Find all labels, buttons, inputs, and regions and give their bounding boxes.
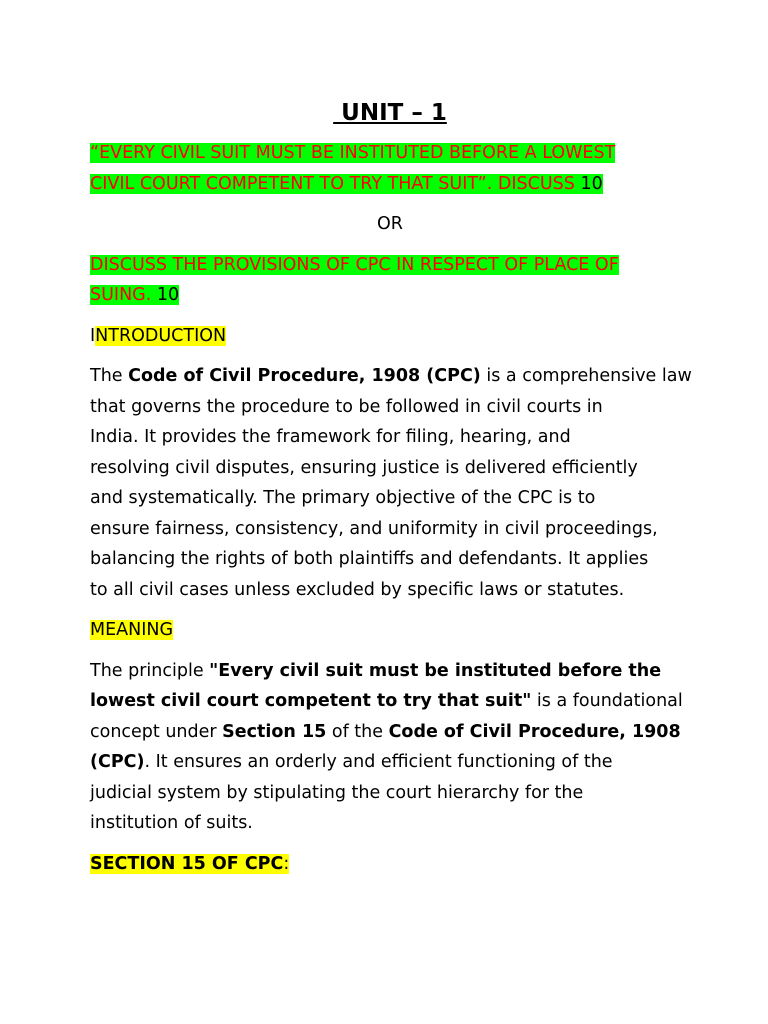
section-15-heading: SECTION 15 OF CPC:	[90, 853, 290, 874]
page-title: UNIT – 1	[333, 100, 447, 126]
meaning-line-3: concept under Section 15 of the Code of Civil Procedure, 1908	[90, 721, 681, 742]
intro-line-3: India. It provides the framework for filing, hearing, and	[90, 427, 571, 447]
meaning-line-6: institution of suits.	[90, 813, 253, 833]
question-2-marks: 10	[156, 285, 180, 305]
meaning-paragraph	[90, 656, 690, 839]
meaning-line-4: (CPC). It ensures an orderly and efficient functioning of the	[90, 752, 613, 772]
intro-line-7: balancing the rights of both plaintiffs and defendants. It applies	[90, 549, 649, 569]
question-2-line-1: DISCUSS THE PROVISIONS OF CPC IN RESPECT OF PLACE OF	[90, 254, 619, 275]
introduction-heading: INTRODUCTION	[90, 325, 227, 346]
meaning-line-5: judicial system by stipulating the court hierarchy for the	[90, 782, 584, 803]
intro-line-8: to all civil cases unless excluded by specific laws or statutes.	[90, 579, 625, 600]
intro-line-6: ensure fairness, consistency, and uniformity in civil proceedings,	[90, 518, 658, 539]
question-1-marks: 10	[580, 173, 603, 194]
meaning-line-2: lowest civil court competent to try that suit" is a foundational	[90, 691, 683, 711]
intro-line-2: that governs the procedure to be followed in civil courts in	[90, 396, 603, 417]
or-separator: OR	[377, 214, 403, 234]
meaning-line-1: The principle "Every civil suit must be instituted before the	[90, 660, 662, 681]
question-2	[90, 250, 690, 311]
intro-line-5: and systematically. The primary objective of the CPC is to	[90, 488, 596, 508]
question-1-line-2: CIVIL COURT COMPETENT TO TRY THAT SUIT”. DISCUSS	[90, 173, 575, 194]
question-2-line-2: SUING.	[90, 285, 152, 305]
intro-line-1: The Code of Civil Procedure, 1908 (CPC) is a comprehensive law	[90, 366, 692, 386]
question-1-line-1: “EVERY CIVIL SUIT MUST BE INSTITUTED BEFORE A LOWEST	[90, 143, 616, 163]
meaning-heading: MEANING	[90, 620, 174, 640]
document-page	[90, 90, 690, 889]
question-1	[90, 138, 690, 199]
introduction-paragraph	[90, 361, 690, 605]
intro-line-4: resolving civil disputes, ensuring justice is delivered efficiently	[90, 457, 638, 478]
